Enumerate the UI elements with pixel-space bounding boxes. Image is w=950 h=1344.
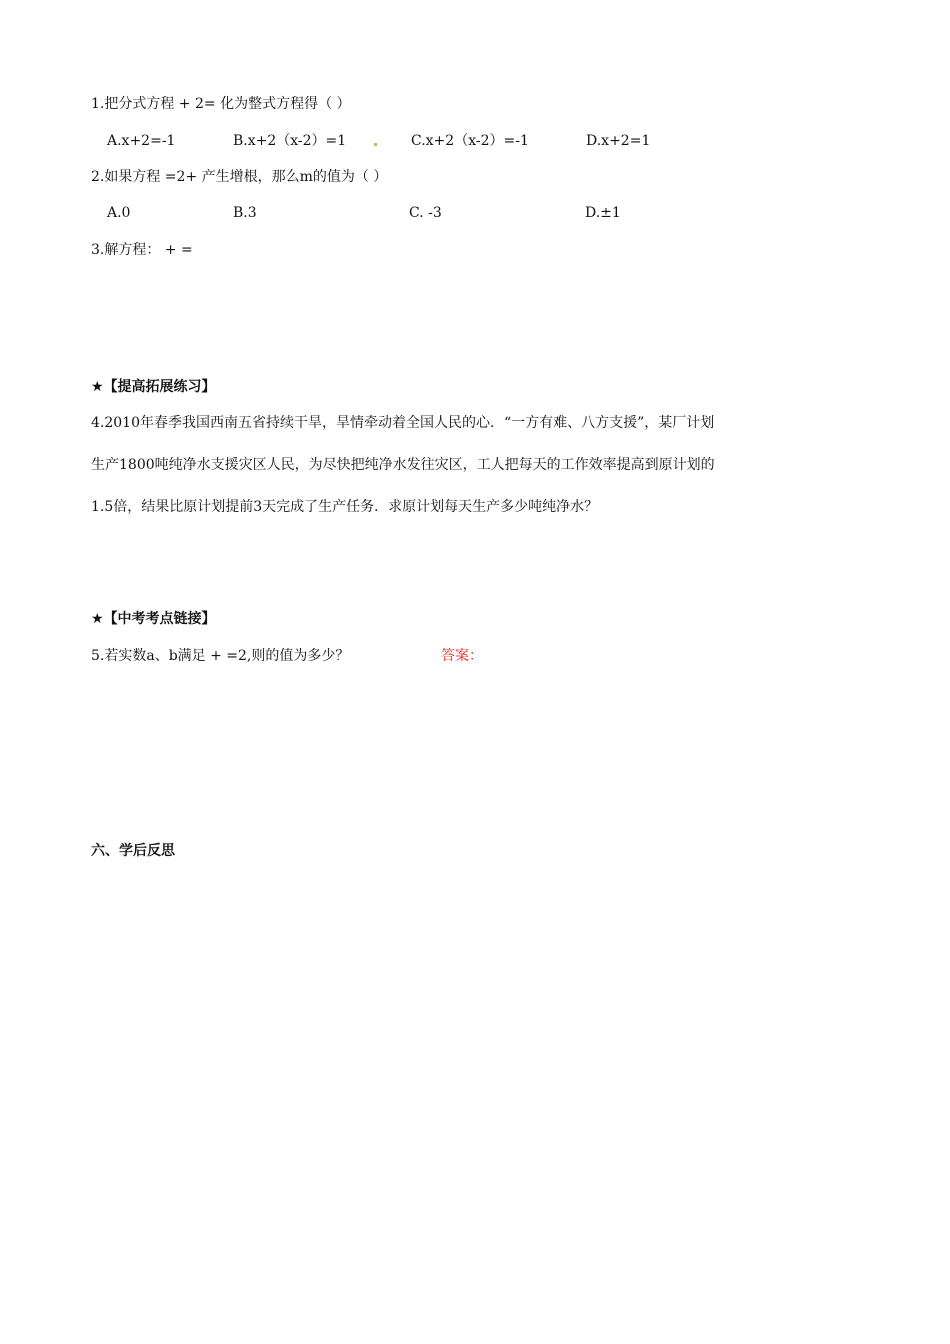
section-extend-heading: ★【提高拓展练习】 — [91, 379, 216, 395]
question-4-line-1: 4.2010年春季我国西南五省持续干旱，旱情牵动着全国人民的心．“一方有难、八方支援”，某厂计划 — [91, 415, 715, 431]
question-2-option-a: A.0 — [107, 205, 131, 221]
question-1-stem: 1.把分式方程 + 2= 化为整式方程得（ ） — [91, 96, 351, 112]
question-4-line-2: 生产1800吨纯净水支援灾区人民，为尽快把纯净水发往灾区，工人把每天的工作效率提高到原计划的 — [91, 457, 715, 473]
question-1-option-b: B.x+2（x-2）=1 — [233, 133, 347, 149]
question-2-option-b: B.3 — [233, 205, 257, 221]
question-1-option-d: D.x+2=1 — [586, 133, 651, 149]
question-5-stem: 5.若实数a、b满足 + =2,则的值为多少？ — [91, 648, 350, 664]
section-exam-heading: ★【中考考点链接】 — [91, 611, 216, 627]
question-1-option-a: A.x+2=-1 — [107, 133, 176, 149]
answer-label: 答案： — [441, 648, 483, 664]
question-2-stem: 2.如果方程 =2+ 产生增根，那么m的值为（ ） — [91, 169, 388, 185]
section-reflect-heading: 六、学后反思 — [91, 843, 175, 859]
question-2-option-c: C. -3 — [409, 205, 442, 221]
question-1-option-c: C.x+2（x-2）=-1 — [411, 133, 529, 149]
marker-dot — [374, 143, 377, 146]
question-4-line-3: 1.5倍，结果比原计划提前3天完成了生产任务．求原计划每天生产多少吨纯净水？ — [91, 499, 599, 515]
question-2-option-d: D.±1 — [585, 205, 621, 221]
question-3-stem: 3.解方程： + = — [91, 242, 193, 258]
